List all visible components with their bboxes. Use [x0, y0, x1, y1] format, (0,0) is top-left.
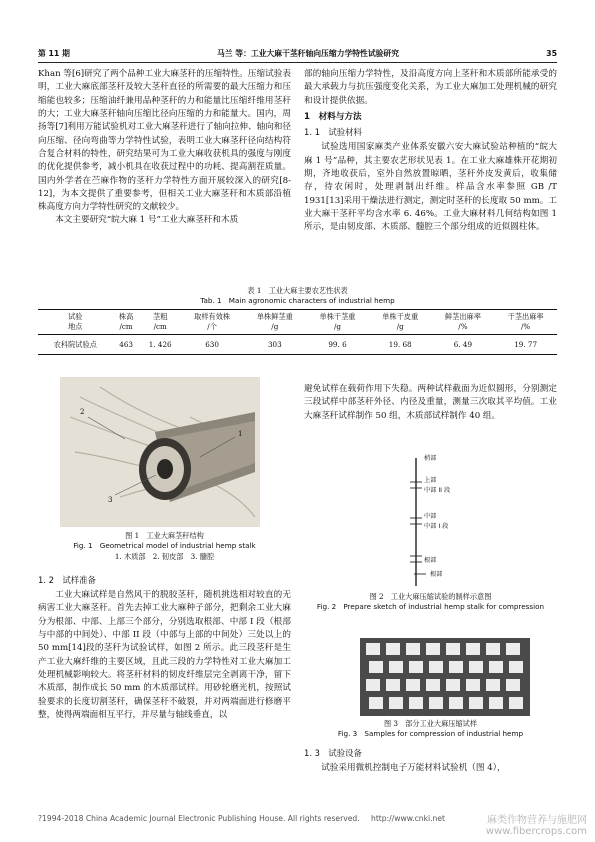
table-header-cell: 取样有效株 /个: [181, 310, 244, 335]
compression-samples-photo: [360, 638, 530, 716]
sample-block: [469, 661, 483, 673]
stalk-cross-section-illustration: [60, 377, 260, 527]
fig2-label-root: 根部: [430, 571, 443, 578]
sample-block: [489, 661, 503, 673]
sample-block: [429, 661, 443, 673]
sample-block: [386, 679, 400, 691]
paragraph-materials: 试验选用国家麻类产业体系安徽六安大麻试验站种植的“皖大麻 1 号”品种，其主要农艺形状见表 1。在工业大麻雄株开花期初期，齐地收获后，室外自然放置晾晒，茎秆外皮发黄后，收集储存，待农闲时，处理剥制出纤维。样品含水率参照 GB /T 1931[13]采用干燥法进行测定，测定时茎秆的长度取 50 mm。工业大麻干茎秆平均含水率 6. 46%。工业大麻材料几何结构如图 1 所示，是由韧皮部、木质部、髓腔三个部分组成的近似圆柱体。: [304, 142, 557, 233]
subsection-heading-materials: 1. 1 试验材料: [304, 127, 362, 138]
sample-block: [486, 643, 500, 655]
sample-block: [406, 679, 420, 691]
table-cell: 303: [243, 335, 306, 355]
right-column-bottom: [304, 745, 557, 775]
page-footer: [38, 813, 557, 825]
sample-block: [386, 643, 400, 655]
fig3-caption-en: Fig. 3 Samples for compression of industrial hemp: [337, 729, 524, 739]
sample-block: [389, 661, 403, 673]
table-cell: 19. 68: [369, 335, 432, 355]
sample-block: [409, 697, 423, 709]
fig2-sketch: [380, 452, 500, 590]
hemp-stalk-photo: [60, 377, 260, 527]
paragraph-study-intro: 本文主要研究“皖大麻 1 号”工业大麻茎秆和木质: [55, 215, 239, 226]
sample-block: [446, 643, 460, 655]
sample-block: [446, 679, 460, 691]
table-cell: 463: [113, 335, 140, 355]
table-header-row: [38, 310, 557, 335]
sample-block: [506, 643, 520, 655]
page-number: 35: [546, 48, 557, 58]
fig1-legend: 1. 木质部 2. 韧皮部 3. 髓腔: [114, 551, 215, 561]
fig1-caption: [38, 531, 291, 562]
running-title: 马兰 等：工业大麻干茎秆轴向压缩力学特性试验研究: [216, 48, 400, 58]
left-column-top: [38, 68, 291, 228]
fig3-caption-cn: 图 3 部分工业大麻压缩试样: [383, 719, 478, 728]
subsection-heading-sample-prep: 1. 2 试样准备: [38, 575, 96, 585]
right-column-middle: [304, 383, 557, 423]
header-rule: [38, 62, 557, 63]
table-header-cell: 单株干皮重 /g: [369, 310, 432, 335]
fig2-label-upper: 上部: [424, 477, 437, 484]
table-header-cell: 茎粗 /cm: [140, 310, 181, 335]
sample-block: [426, 643, 440, 655]
table-caption: [38, 286, 557, 305]
issue-number: 第 11 期: [38, 48, 70, 58]
samples-illustration: [360, 638, 530, 716]
right-column-top: [304, 68, 557, 234]
left-column-bottom: [38, 572, 291, 722]
watermark-line2: www.fibercrops.com: [485, 826, 587, 837]
sample-block: [389, 697, 403, 709]
table-cell: 1. 426: [140, 335, 181, 355]
table-caption-en: Tab. 1 Main agronomic characters of industrial hemp: [200, 295, 395, 305]
copyright-text: ?1994-2018 China Academic Journal Electronic Publishing House. All rights reserved.: [38, 814, 360, 823]
table-caption-cn: 表 1 工业大麻主要农艺性状表: [247, 286, 348, 295]
table-cell: 99. 6: [306, 335, 369, 355]
sample-block: [369, 697, 383, 709]
table-cell: 农科院试验点: [38, 335, 113, 355]
paragraph-study-purpose: 部的轴向压缩力学特性，及沿高度方向上茎秆和木质部所能承受的最大承载力与抗压强度变化关系，为工业大麻加工处理机械的研究和设计提供依据。: [304, 69, 557, 106]
sample-block: [509, 697, 523, 709]
table-row: [38, 335, 557, 355]
table-cell: 6. 49: [432, 335, 495, 355]
fig2-label-middle: 中部: [424, 513, 437, 520]
sample-block: [509, 661, 523, 673]
fig2-label-middle-2: 中部 II 段: [424, 487, 451, 494]
sample-block: [449, 661, 463, 673]
sample-block: [466, 679, 480, 691]
sample-block: [366, 679, 380, 691]
table-header-cell: 单株鲜茎重 /g: [243, 310, 306, 335]
sample-block: [369, 661, 383, 673]
table-header-cell: 干茎出麻率 /%: [494, 310, 557, 335]
fig1-caption-en: Fig. 1 Geometrical model of industrial hemp stalk: [73, 541, 256, 551]
table-header-cell: 试验 地点: [38, 310, 113, 335]
table-cell: 630: [181, 335, 244, 355]
cnki-url[interactable]: http://www.cnki.net: [371, 814, 445, 823]
sample-block: [429, 697, 443, 709]
sample-block: [409, 661, 423, 673]
sample-block: [426, 679, 440, 691]
fig2-caption-en: Fig. 2 Prepare sketch of industrial hemp stalk for compression: [316, 602, 545, 612]
sample-block: [366, 643, 380, 655]
table-header-cell: 单株干茎重 /g: [306, 310, 369, 335]
table-cell: 19. 77: [494, 335, 557, 355]
watermark-line1: 麻类作物营养与施肥网: [487, 815, 587, 826]
sample-block: [489, 697, 503, 709]
sample-block: [486, 679, 500, 691]
paragraph-equipment: 试验采用微机控制电子万能材料试验机（图 4），: [321, 763, 506, 774]
fig2-caption: [304, 592, 557, 613]
table-header-cell: 株高 /cm: [113, 310, 140, 335]
running-header: [38, 44, 557, 60]
table-header-cell: 鲜茎出麻率 /%: [432, 310, 495, 335]
watermark: [486, 815, 587, 837]
paragraph-sample-measurement: 避免试样在载荷作用下失稳。两种试样截面为近似圆形，分别测定三段试样中部茎秆外径、内径及重量，测量三次取其平均值。工业大麻茎秆试样制作 50 组，木质部试样制作 40 组。: [304, 384, 557, 421]
fig1-label-2: 2: [80, 408, 85, 416]
section-heading-materials-methods: 1 材料与方法: [304, 111, 362, 122]
fig1-caption-cn: 图 1 工业大麻茎秆结构: [125, 531, 204, 540]
fig3-caption: [304, 719, 557, 740]
fig2-label-middle-1: 中部 I 段: [424, 523, 449, 530]
subsection-heading-equipment: 1. 3 试验设备: [304, 748, 362, 758]
sample-block: [506, 679, 520, 691]
agronomic-table: [38, 309, 557, 355]
fig2-caption-cn: 图 2 工业大麻压缩试验的制样示意图: [369, 592, 492, 601]
sample-block: [466, 643, 480, 655]
paragraph-sample-prep: 工业大麻试样是自然风干的脱胶茎秆，随机挑选相对较直的无病害工业大麻茎秆。首先去掉工业大麻种子部分，把剩余工业大麻分为根部、中部、上部三个部分，分别选取根部、中部 I 段（根部与中部的中间处）、中部 II 段（中部与上部的中间处）三处以上的 50 mm[14]段的茎秆为试验试样，如图 2 所示。此三段茎秆是生产工业大麻纤维的主要区域，且此三段的力学特性对工业大麻加工处理机械影响较大。将茎秆材料的韧皮纤维层完全剥离干净，留下木质部，制作成长 50 mm 的木质部试样。用砂轮磨光机，按照试验要求的长度切割茎秆，确保茎秆不破裂，并对两端面进行修磨平整，使得两端面相互平行，并尽量与轴线垂直，以: [38, 590, 291, 720]
paragraph-literature-review: Khan 等[6]研究了两个品种工业大麻茎秆的压缩特性。压缩试验表明，工业大麻底部茎秆及较大茎秆直径的所需要的最大压缩力和压缩能也较多；压缩油纤兼用品种茎秆的力和能量比压缩纤维用茎秆的大；工业大麻茎秆轴向压缩比径向压缩的力和能量大。国内，周扬等[7]利用万能试验机对工业大麻茎秆进行了轴向拉伸、轴向和径向压缩、径向弯曲等力学特性试验，表明工业大麻茎秆径向结构符合复合材料的特性，研究结果可为工业大麻收获机具的强度与刚度的优化提供参考，减小机具在收获过程中的功耗、提高割茬质量。国内外学者在苎麻作物的茎秆力学特性方面开展较深入的研究[8-12]，为本文提供了重要参考，但相关工业大麻茎秆和木质部沿植株高度方向力学特性研究的文献较少。: [38, 69, 291, 213]
sample-block: [469, 697, 483, 709]
fig1-label-1: 1: [238, 430, 243, 438]
fig1-label-3: 3: [108, 496, 113, 504]
sample-block: [406, 643, 420, 655]
fig2-label-root-upper: 根部: [424, 557, 437, 564]
sample-block: [449, 697, 463, 709]
fig2-label-tip: 梢部: [424, 455, 437, 462]
